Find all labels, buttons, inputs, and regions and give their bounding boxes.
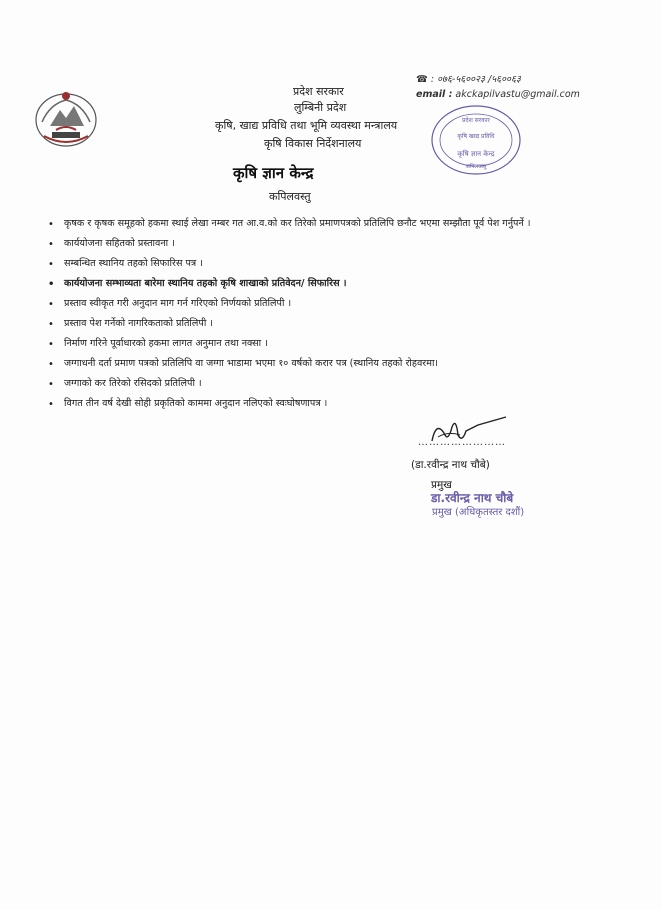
header-ministry: कृषि, खाद्य प्रविधि तथा भूमि व्यवस्था मन्त्रालय xyxy=(215,119,398,132)
seal-text-mid: कृषि खाद्य प्रविधि xyxy=(457,133,495,140)
bullet-icon: • xyxy=(48,259,54,270)
header-directorate: कृषि विकास निर्देशनालय xyxy=(264,137,362,150)
role-stamp: प्रमुख (अधिकृतस्तर दशौं) xyxy=(432,507,525,518)
requirements-list xyxy=(48,216,548,416)
name-stamp: डा.रवीन्द्र नाथ चौबे xyxy=(431,491,514,505)
seal-text-top: प्रदेश सरकार xyxy=(462,117,490,124)
government-emblem-icon xyxy=(30,86,102,150)
list-item: • जग्गाधनी दर्ता प्रमाण पत्रको प्रतिलिपि वा जग्गा भाडामा भएमा १० वर्षको करार पत्र (स्थानिय तहको रोहवरमा। xyxy=(48,356,548,372)
seal-text-bottom: कृषि ज्ञान केन्द्र xyxy=(457,150,495,158)
header-province-govt: प्रदेश सरकार xyxy=(293,85,344,98)
phone-line xyxy=(416,72,521,85)
list-item: • प्रस्ताव स्वीकृत गरी अनुदान माग गर्न गरिएको निर्णयको प्रतिलिपी । xyxy=(48,296,548,312)
bullet-icon: • xyxy=(48,279,55,290)
bullet-icon: • xyxy=(48,399,54,410)
bullet-icon: • xyxy=(48,299,54,310)
email-line xyxy=(416,89,580,100)
office-title: कृषि ज्ञान केन्द्र xyxy=(233,164,314,182)
signature-line: …………………… xyxy=(418,437,506,448)
list-item: • कार्ययोजना सहितको प्रस्तावना । xyxy=(48,236,548,252)
email-address: akckapilvastu@gmail.com xyxy=(455,89,580,100)
list-item: • प्रस्ताव पेश गर्नेको नागरिकताको प्रतिलिपी । xyxy=(48,316,548,332)
bullet-icon: • xyxy=(48,359,54,370)
email-label: email : xyxy=(416,89,453,100)
signer-name: (डा.रवीन्द्र नाथ चौबे) xyxy=(411,459,490,471)
list-item: • निर्माण गरिने पूर्वाधारको हकमा लागत अनुमान तथा नक्सा । xyxy=(48,336,548,352)
signer-role: प्रमुख xyxy=(431,479,452,491)
list-item: • जग्गाको कर तिरेको रसिदको प्रतिलिपी । xyxy=(48,376,548,392)
list-item: • कृषक र कृषक समूहको हकमा स्थाई लेखा नम्बर गत आ.व.को कर तिरेको प्रमाणपत्रको प्रतिलिपि छनौट भएमा सम्झौता पूर्व पेश गर्नुपर्ने । xyxy=(48,216,548,232)
bullet-icon: • xyxy=(48,219,54,230)
seal-text-place: कपिलवस्तु xyxy=(465,164,487,170)
bullet-icon: • xyxy=(48,319,54,330)
list-item: • कार्ययोजना सम्भाव्यता बारेमा स्थानिय तहको कृषि शाखाको प्रतिवेदन/ सिफारिस । xyxy=(48,276,548,292)
bullet-icon: • xyxy=(48,339,54,350)
phone-icon: ☎ xyxy=(416,74,428,85)
bullet-icon: • xyxy=(48,379,54,390)
bullet-icon: • xyxy=(48,239,54,250)
phone-number: : ०७६-५६००२३ /५६००६३ xyxy=(430,74,521,85)
list-item: • विगत तीन वर्ष देखी सोही प्रकृतिको काममा अनुदान नलिएको स्वःघोषणापत्र । xyxy=(48,396,548,412)
district-name: कपिलवस्तु xyxy=(269,190,311,203)
list-item: • सम्बन्धित स्थानिय तहको सिफारिस पत्र । xyxy=(48,256,548,272)
header-province-name: लुम्बिनी प्रदेश xyxy=(294,101,347,114)
office-seal-stamp xyxy=(427,100,525,182)
